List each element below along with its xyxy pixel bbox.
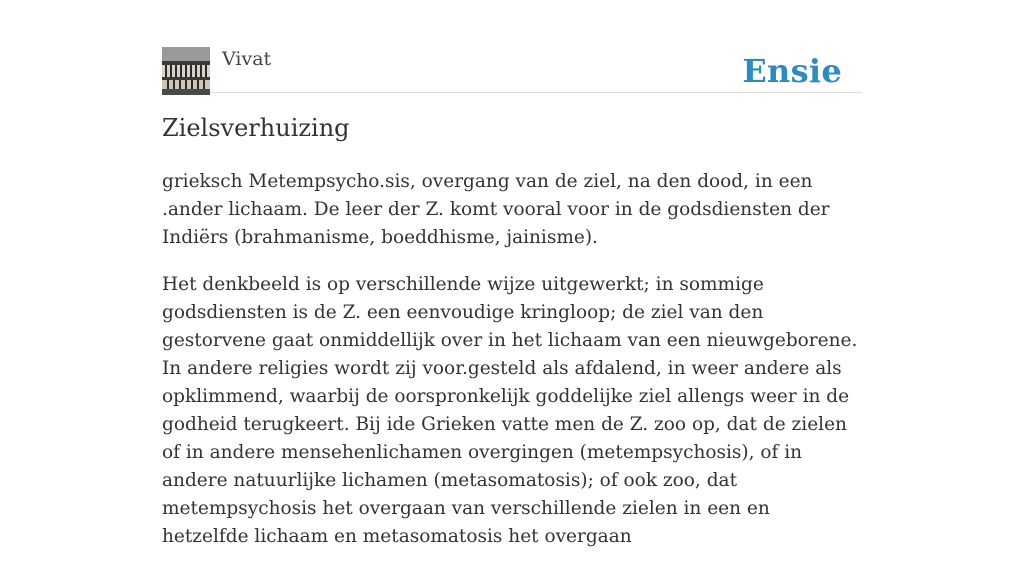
article-paragraph: grieksch Metempsycho.sis, overgang van de ziel, na den dood, in een .ander lichaam. De leer der Z. komt vooral voor in de godsdiensten der Indiërs (brahmanisme, boeddhisme, jainisme). — [162, 171, 830, 248]
page-title: Zielsverhuizing — [162, 114, 350, 142]
bookshelf-avatar-icon — [162, 47, 210, 95]
brand-logo[interactable]: Ensie — [742, 52, 842, 90]
author-avatar[interactable] — [162, 47, 210, 95]
page-header — [162, 46, 862, 93]
article-paragraph: Het denkbeeld is op verschillende wijze uitgewerkt; in sommige godsdiensten is de Z. een eenvoudige kringloop; de ziel van den gestorvene gaat onmiddellijk over in het lichaam van een nieuwgeborene. In andere religies wordt zij voor.gesteld als afdalend, in weer andere als opklimmend, waarbij de oorspronkelijk goddelijke ziel allengs weer in de godheid terugkeert. Bij ide Grieken vatte men de Z. zoo op, dat de zielen of in andere mensehenlichamen overgingen (metempsychosis), of in andere natuurlijke lichamen (metasomatosis); of ook zoo, dat metempsychosis het overgaan van verschillende zielen in een en hetzelfde lichaam en metasomatosis het overgaan — [162, 274, 858, 547]
article-body — [162, 168, 862, 570]
author-name[interactable]: Vivat — [222, 48, 272, 70]
